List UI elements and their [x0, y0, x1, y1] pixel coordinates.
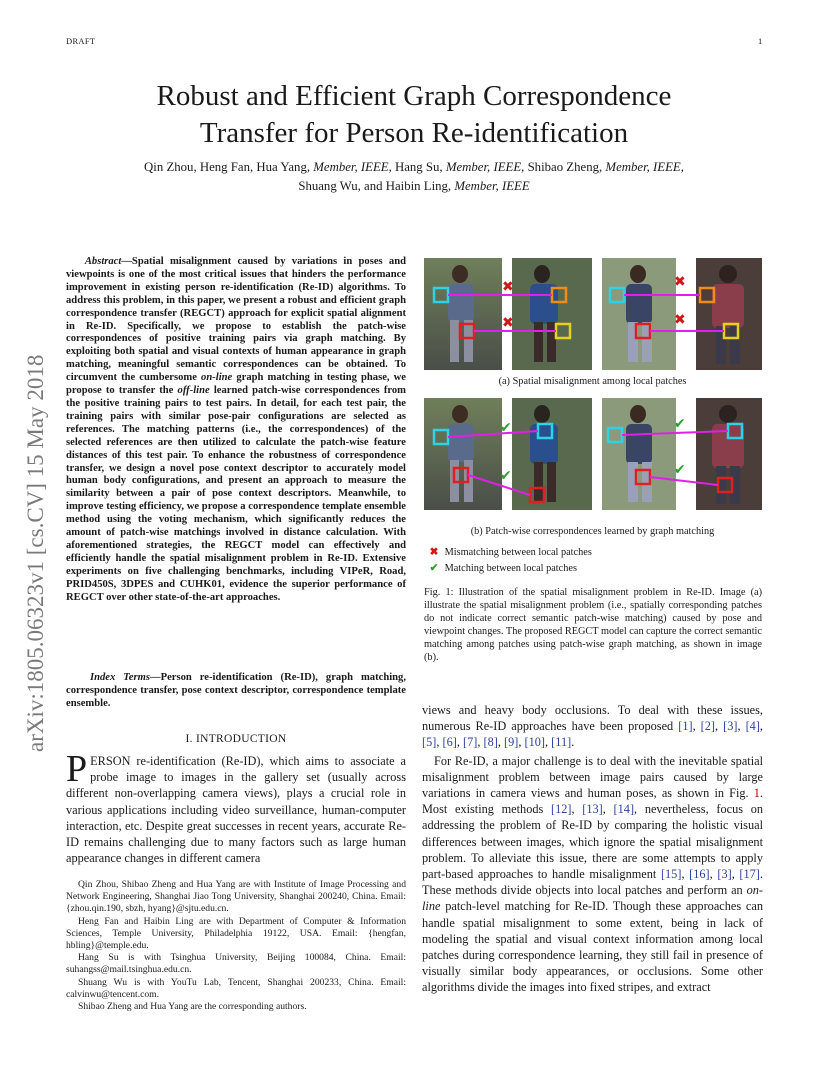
svg-text:✔: ✔	[500, 420, 512, 436]
figure-ref[interactable]: 1	[753, 786, 760, 801]
abstract-text-a: —Spatial misalignment caused by variations in poses and viewpoints is one of the most critical issues that hinders the performance improvement in existing person re-identification (Re-ID) algorithms. To address this problem, in this paper, we present a robust and efficient graph correspondence transfer (REGCT) approach for explicit spatial alignment in Re-ID. Specifically, we propose to establish the patch-wise correspondences of positive training pairs via graph matching. By exploiting both spatial and visual contexts of human appearance in graph matching, meaningful semantic correspondences can be obtained. To circumvent the cumbersome	[66, 256, 406, 384]
red-cross-icon: ✖	[429, 547, 439, 558]
p2-text-a: For Re-ID, a major challenge is to deal with the inevitable spatial misalignment problem between image pairs caused by large variations in camera views and human poses, as shown in Fig.	[422, 753, 763, 801]
abstract-text-b: graph matching in testing phase, we propose to transfer the	[66, 372, 406, 397]
paragraph: views and heavy body occlusions. To deal with these issues, numerous Re-ID approaches have been proposed [1], [2], [3], [4], [5], [6], [7], [8], [9], [10], [11].	[422, 703, 763, 750]
citation[interactable]: [5]	[422, 735, 437, 750]
svg-text:✖: ✖	[502, 279, 514, 295]
member-1: Member, IEEE,	[313, 160, 392, 174]
figure-1	[422, 256, 763, 666]
authors-4: Shuang Wu, and Haibin Ling,	[298, 179, 452, 193]
index-terms	[66, 672, 406, 711]
authors-1: Qin Zhou, Heng Fan, Hua Yang,	[144, 160, 311, 174]
footnote: Shuang Wu is with YouTu Lab, Tencent, Shanghai 200233, China. Email: calvinwu@tencent.com.	[66, 976, 406, 1000]
title-line-1: Robust and Efficient Graph Correspondence	[156, 80, 672, 112]
authors-3: Shibao Zheng,	[527, 160, 603, 174]
p2-text-b: . Most existing methods	[422, 786, 763, 817]
index-terms-text: —Person re-identification (Re-ID), graph matching, correspondence transfer, pose context descriptor, correspondence template ensemble.	[66, 672, 406, 709]
p1-text: views and heavy body occlusions. To deal with these issues, numerous Re-ID approaches have been proposed	[422, 703, 763, 734]
citation[interactable]: [3]	[717, 867, 732, 882]
svg-text:✖: ✖	[502, 315, 514, 331]
legend-match-label: Matching between local patches	[444, 563, 577, 574]
p2-text-d: . These methods divide objects into local patches and perform an	[422, 867, 763, 898]
arxiv-stamp: arXiv:1805.06323v1 [cs.CV] 15 May 2018	[23, 354, 48, 752]
subcaption-a: (a) Spatial misalignment among local patches	[498, 376, 687, 387]
svg-text:✔: ✔	[674, 416, 686, 432]
page-number: 1	[758, 36, 763, 46]
citation[interactable]: [9]	[504, 735, 519, 750]
abstract-text-c: learned patch-wise correspondences from the positive training pairs to test pairs. In detail, for each test pair, the training pairs with similar pose-pair configurations are selected as references. The matching patterns (i.e., the correspondences) of the selected references are then utilized to calculate the patch-wise feature distances of this test pair. To enhance the robustness of correspondence transfer, we design a novel pose context descriptor to accurately model human body configurations, and present an approach to measure the similarity between a pair of pose context descriptors. Meanwhile, to improve testing efficiency, we propose a correspondence template ensemble method using the voting mechanism, which significantly reduces the amount of patch-wise matchings involved in distance calculation. With aforementioned strategies, the REGCT model can effectively and efficiently handle the spatial misalignment problem in Re-ID. Extensive experiments on five challenging benchmarks, including VIPeR, Road, PRID450S, 3DPES and CUHK01, evidence the superior performance of REGCT over other state-of-the-art approaches.	[66, 385, 406, 603]
abstract-offline: off-line	[177, 385, 210, 397]
footnote: Heng Fan and Haibin Ling are with Department of Computer & Information Sciences, Temple University, Philadelphia 19122, USA. Email: {hengfan, hbling}@temple.edu.	[66, 915, 406, 952]
citation[interactable]: [17]	[739, 867, 760, 882]
intro-text: ERSON re-identification (Re-ID), which aims to associate a probe image to images in the gallery set (usually across different non-overlapping camera views), plays a crucial role in various applications including video surveillance, human-computer interaction, etc. Despite great successes in recent years, accurate Re-ID remains challenging due to many factors such as large human appearance changes in different camera	[66, 754, 406, 866]
figure-image-a-right	[602, 258, 762, 370]
abstract-online: on-line	[201, 372, 233, 384]
citation[interactable]: [16]	[689, 867, 710, 882]
p2-text-e: patch-level matching for Re-ID. Though these approaches can handle spatial misalignment to some extent, being in lack of modeling the spatial and visual context information among local patches during correspondence learning, they still fail in presence of visually similar body appearances, or occlusions. Some other algorithms divide the images into fixed stripes, and extract	[422, 899, 763, 995]
svg-text:✖: ✖	[674, 274, 686, 290]
green-check-icon: ✔	[429, 563, 439, 574]
footnote: Shibao Zheng and Hua Yang are the corresponding authors.	[78, 1001, 307, 1013]
citation[interactable]: [1]	[678, 719, 693, 734]
legend-mismatch	[426, 546, 592, 558]
figure-image-b-right	[602, 398, 762, 510]
citation[interactable]: [6]	[442, 735, 457, 750]
citation[interactable]: [14]	[613, 802, 635, 817]
running-header: DRAFT	[66, 36, 96, 46]
citation[interactable]: [7]	[463, 735, 478, 750]
authors-2: Hang Su,	[394, 160, 443, 174]
svg-text:✔: ✔	[500, 468, 512, 484]
title-line-2: Transfer for Person Re-identification	[199, 117, 629, 149]
figure-image-b-left	[424, 398, 592, 510]
footnote: Hang Su is with Tsinghua University, Beijing 100084, China. Email: suhangss@mail.tsinghua.edu.cn.	[66, 952, 406, 976]
abstract	[66, 256, 406, 604]
figure-image-a-left	[424, 258, 592, 370]
member-3: Member, IEEE,	[605, 160, 684, 174]
legend-mismatch-label: Mismatching between local patches	[444, 547, 592, 558]
p2-text-c: , nevertheless, focus on addressing the problem of Re-ID by comparing the holistic visual differences between images, which ignore the spatial misalignment problem. To alleviate this issue, there are some attempts to apply part-based approaches to handle misalignment	[422, 802, 763, 882]
citation[interactable]: [10]	[524, 735, 545, 750]
citation[interactable]: [8]	[483, 735, 498, 750]
figure-caption: Fig. 1: Illustration of the spatial misalignment problem in Re-ID. Image (a) illustrate the spatial misalignment problem (i.e., spatially corresponding patches do not indicate correct semantic patch-wise matching) caused by pose and viewpoint changes. The proposed REGCT model can capture the correct semantic matching among patches using patch-wise graph matching, as shown in image (b).	[424, 587, 762, 664]
p2-online: on-line	[422, 883, 763, 914]
drop-cap: P	[66, 748, 88, 790]
svg-text:✖: ✖	[674, 312, 686, 328]
author-list	[60, 158, 768, 196]
legend-match	[426, 562, 577, 574]
citation[interactable]: [2]	[700, 719, 716, 734]
svg-text:✔: ✔	[674, 462, 686, 478]
footnotes	[66, 879, 406, 1013]
right-column-text	[422, 702, 763, 996]
citation[interactable]: [15]	[660, 867, 682, 882]
citation[interactable]: [3]	[723, 719, 738, 734]
citation[interactable]: [12]	[550, 802, 572, 817]
citation[interactable]: [11]	[551, 735, 572, 750]
introduction-paragraph	[66, 748, 406, 866]
paragraph: For Re-ID, a major challenge is to deal with the inevitable spatial misalignment problem between image pairs caused by large variations in camera views and human poses, as shown in Fig. 1. Most existing methods [12], [13], [14], nevertheless, focus on addressing the problem of Re-ID by comparing the holistic visual differences between images, which ignore the spatial misalignment problem. To alleviate this issue, there are some attempts to apply part-based approaches to handle misalignment [15], [16], [3], [17]. These methods divide objects into local patches and perform an on-line patch-level matching for Re-ID. Though these approaches can handle spatial misalignment to some extent, being in lack of modeling the spatial and visual context information among local patches during correspondence learning, they still fail in presence of visually similar body appearances, or occlusions. Some other algorithms divide the images into fixed stripes, and extract	[422, 753, 763, 995]
subcaption-b: (b) Patch-wise correspondences learned by graph matching	[470, 526, 715, 537]
section-heading-introduction: I. INTRODUCTION	[185, 733, 287, 745]
citation[interactable]: [13]	[582, 802, 603, 817]
member-2: Member, IEEE,	[445, 160, 525, 174]
citation[interactable]: [4]	[745, 719, 760, 734]
abstract-label: Abstract	[84, 256, 122, 267]
footnote: Qin Zhou, Shibao Zheng and Hua Yang are with Institute of Image Processing and Network Engineering, Shanghai Jiao Tong University, Shanghai 200240, China. Email: {zhou.qin.190, sbzh, hyang}@sjtu.edu.cn.	[66, 879, 406, 915]
index-terms-label: Index Terms	[90, 672, 150, 683]
member-4: Member, IEEE	[454, 179, 530, 193]
paper-title	[60, 78, 768, 152]
